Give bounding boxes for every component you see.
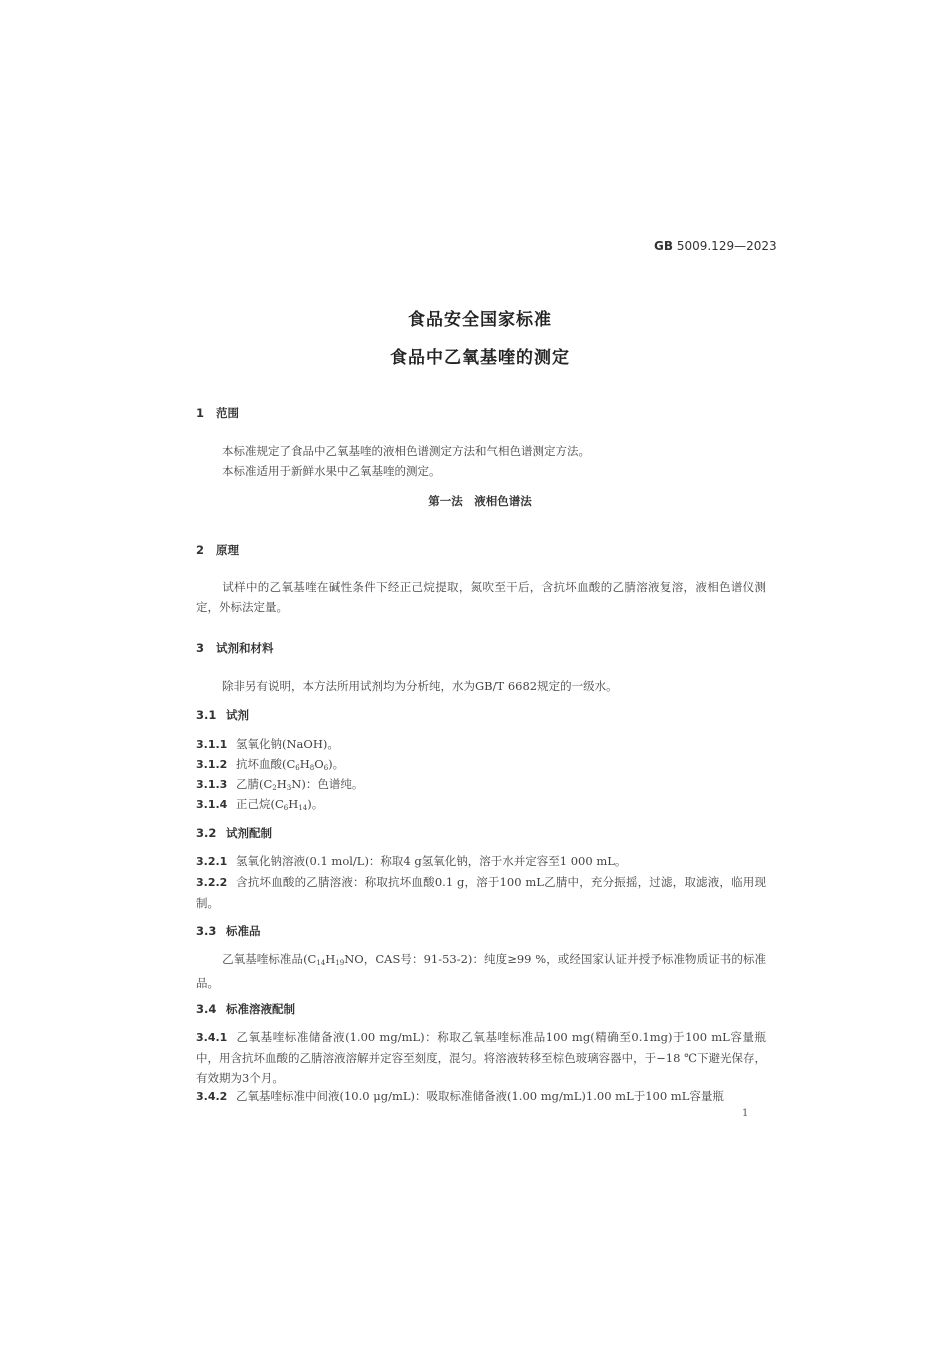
standard-number	[654, 239, 777, 253]
method-1-title: 第一法 液相色谱法	[428, 494, 532, 508]
standard-code: 5009.129—2023	[676, 239, 777, 253]
title-line-1: 食品安全国家标准	[408, 310, 552, 330]
section-2-heading: 2 原理	[196, 543, 239, 557]
item-3-1-3: 3.1.3 乙腈$(C_2H_3N)$：色谱纯。	[196, 777, 364, 792]
section-1-heading: 1 范围	[196, 406, 239, 420]
item-3-1-4: 3.1.4 正己烷$(C_6H_{14})$。	[196, 797, 324, 812]
section-2-para: 试样中的乙氧基喹在碱性条件下经正己烷提取，氮吹至干后，含抗坏血酸的乙腈溶液复溶，液相色谱仪测定，外标法定量。	[196, 580, 766, 614]
section-3-3-heading: 3.3 标准品	[196, 924, 261, 938]
item-3-1-1: 3.1.1 氢氧化钠(NaOH)。	[196, 737, 339, 751]
item-3-4-1: 3.4.1 乙氧基喹标准储备液(1.00 mg/mL)：称取乙氧基喹标准品100 mg(精确至0.1mg)于100 mL容量瓶中，用含抗坏血酸的乙腈溶液溶解并定容至刻度，混匀。将溶液转移至棕色玻璃容器中，于−18 ℃下避光保存，有效期为3个月。	[196, 1030, 766, 1085]
section-1-para-2: 本标准适用于新鲜水果中乙氧基喹的测定。	[222, 464, 441, 478]
item-3-4-2: 3.4.2 乙氧基喹标准中间液(10.0 μg/mL)：吸取标准储备液(1.00 mg/mL)1.00 mL于100 mL容量瓶	[196, 1089, 724, 1103]
item-3-2-2: 3.2.2 含抗坏血酸的乙腈溶液：称取抗坏血酸0.1 g，溶于100 mL乙腈中，充分振摇，过滤，取滤液，临用现制。	[196, 875, 766, 910]
section-3-3-para: 乙氧基喹标准品($C_{14}H_{19}NO$，CAS号：91-53-2)：纯度≥99 %，或经国家认证并授予标准物质证书的标准品。	[196, 952, 766, 990]
section-3-2-heading: 3.2 试剂配制	[196, 826, 272, 840]
item-3-1-2: 3.1.2 抗坏血酸$(C_6H_8O_6)$。	[196, 757, 345, 772]
item-3-2-1: 3.2.1 氢氧化钠溶液(0.1 mol/L)：称取4 g氢氧化钠，溶于水并定容至1 000 mL。	[196, 854, 627, 868]
title-line-2: 食品中乙氧基喹的测定	[390, 348, 570, 368]
standard-prefix: GB	[654, 239, 673, 253]
section-3-heading: 3 试剂和材料	[196, 641, 274, 655]
section-1-para-1: 本标准规定了食品中乙氧基喹的液相色谱测定方法和气相色谱测定方法。	[222, 444, 590, 458]
page-number: 1	[742, 1108, 749, 1119]
section-3-para: 除非另有说明，本方法所用试剂均为分析纯，水为GB/T 6682规定的一级水。	[222, 679, 618, 693]
section-3-1-heading: 3.1 试剂	[196, 708, 249, 722]
section-3-4-heading: 3.4 标准溶液配制	[196, 1002, 295, 1016]
